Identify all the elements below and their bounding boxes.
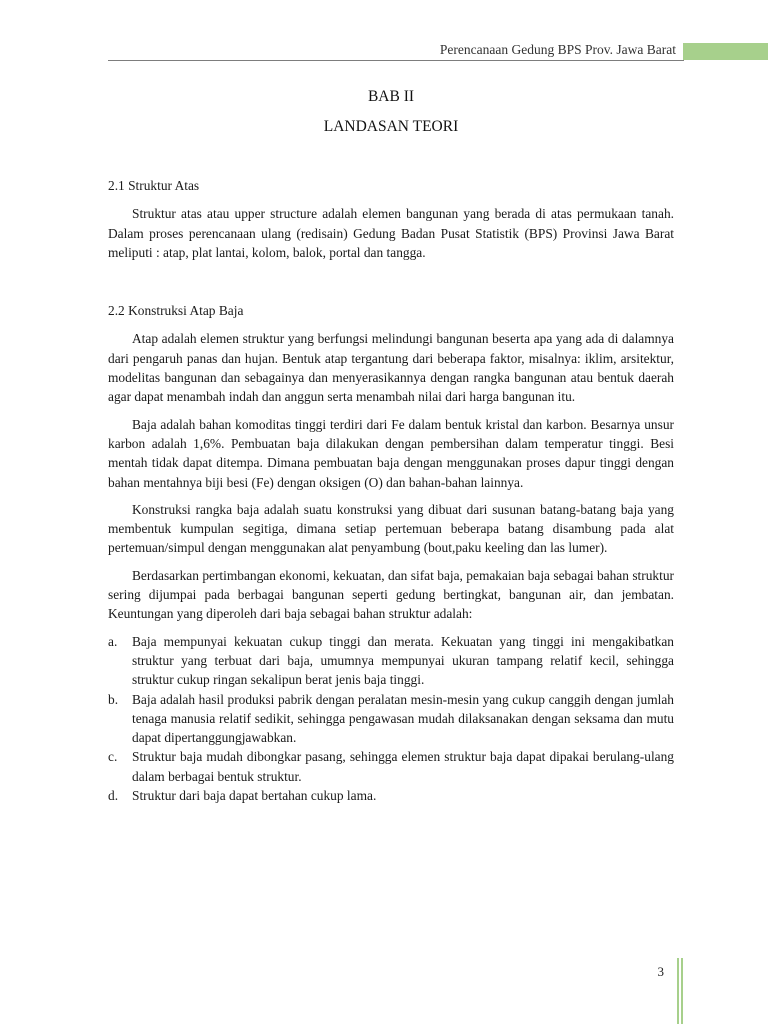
list-item-text: Baja mempunyai kekuatan cukup tinggi dan merata. Kekuatan yang tinggi ini mengakibatkan struktur yang terbuat dari baja, umumnya mempunyai ukuran tampang relatif kecil, sehingga struktur cukup ringan sekalipun berat jenis baja tinggi. xyxy=(132,633,674,688)
chapter-number: BAB II xyxy=(367,88,415,105)
list-item-text: Struktur dari baja dapat bertahan cukup lama. xyxy=(132,788,377,804)
page-number: 3 xyxy=(657,964,664,979)
section-heading: 2.1 Struktur Atas xyxy=(108,178,200,193)
list-item xyxy=(108,632,674,690)
list-item xyxy=(108,747,674,786)
footer-accent-bar xyxy=(681,958,683,1024)
running-header: Perencanaan Gedung BPS Prov. Jawa Barat xyxy=(439,42,676,57)
advantages-list xyxy=(108,632,674,806)
paragraph: Baja adalah bahan komoditas tinggi terdiri dari Fe dalam bentuk kristal dan karbon. Besarnya unsur karbon adalah 1,6%. Pembuatan baja dilakukan dengan pembersihan dalam temperatur tinggi. Besi mentah tidak dapat ditempa. Dimana pembuatan baja dengan menggunakan proses dapur tinggi dengan bahan mentahnya biji besi (Fe) dengan oksigen (O) dan bahan-bahan lainnya. xyxy=(108,416,674,490)
header-rule xyxy=(108,60,684,61)
paragraph: Konstruksi rangka baja adalah suatu konstruksi yang dibuat dari susunan batang-batang baja yang membentuk kumpulan segitiga, dimana setiap pertemuan beberapa batang disambung pada alat pertemuan/simpul dengan menggunakan alat penyambung (bout,paku keeling dan las lumer). xyxy=(108,501,674,556)
list-marker: d. xyxy=(108,788,119,804)
list-marker: c. xyxy=(108,749,118,765)
footer-accent-bar xyxy=(677,958,679,1024)
paragraph: Berdasarkan pertimbangan ekonomi, kekuatan, dan sifat baja, pemakaian baja sebagai bahan struktur sering dijumpai pada berbagai bangunan seperti gedung bertingkat, bangunan air, dan jembatan. Keuntungan yang diperoleh dari baja sebagai bahan struktur adalah: xyxy=(108,567,674,622)
section-gap xyxy=(108,270,674,301)
section-heading: 2.2 Konstruksi Atap Baja xyxy=(108,303,244,319)
list-item xyxy=(108,690,674,748)
list-item-text: Struktur baja mudah dibongkar pasang, sehingga elemen struktur baja dapat dipakai berulang-ulang dalam berbagai bentuk struktur. xyxy=(132,749,674,784)
list-marker: b. xyxy=(108,691,119,707)
body-content xyxy=(108,176,674,805)
chapter-title: LANDASAN TEORI xyxy=(323,118,459,135)
list-item xyxy=(108,786,674,805)
paragraph: Struktur atas atau upper structure adalah elemen bangunan yang berada di atas permukaan tanah. Dalam proses perencanaan ulang (redisain) Gedung Badan Pusat Statistik (BPS) Provinsi Jawa Barat meliputi : atap, plat lantai, kolom, balok, portal dan tangga. xyxy=(108,206,674,260)
list-marker: a. xyxy=(108,633,118,649)
list-item-text: Baja adalah hasil produksi pabrik dengan peralatan mesin-mesin yang cukup canggih dengan jumlah tenaga manusia relatif sedikit, sehingga pengawasan mudah dilaksanakan dengan seksama dan mutu dapat dipertanggungjawabkan. xyxy=(132,691,674,746)
header-accent-block xyxy=(683,43,768,60)
paragraph: Atap adalah elemen struktur yang berfungsi melindungi bangunan beserta apa yang ada di dalamnya dari pengaruh panas dan hujan. Bentuk atap tergantung dari beberapa faktor, misalnya: iklim, arsitektur, modelitas bangunan dan sebagainya dan menyerasikannya dengan rangka bangunan atau bentuk daerah agar dapat menambah indah dan anggun serta menambah nilai dari harga bangunan itu. xyxy=(108,331,674,405)
